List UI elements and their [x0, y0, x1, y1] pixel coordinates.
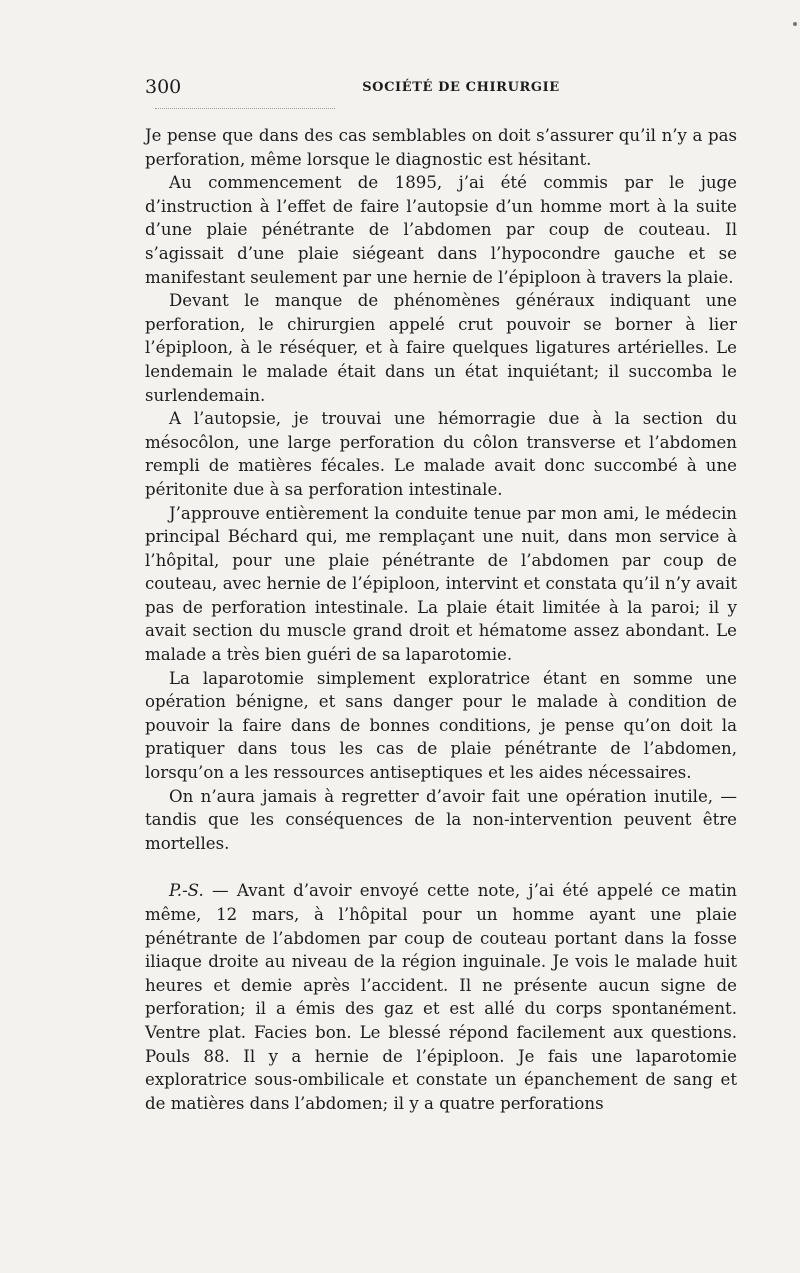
postscript-paragraph [145, 879, 737, 1115]
paragraph: J’approuve entièrement la conduite tenue par mon ami, le médecin principal Béchard qui, me remplaçant une nuit, dans mon service à l’hôpital, pour une plaie pénétrante de l’abdomen par coup de couteau, avec hernie de l’épiploon, intervint et constata qu’il n’y avait pas de perforation intestinale. La plaie était limitée à la paroi; il y avait section du muscle grand droit et hématome assez abondant. Le malade a très bien guéri de sa laparotomie. [145, 503, 737, 665]
paragraph: Devant le manque de phénomènes généraux indiquant une perforation, le chirurgien appelé crut pouvoir se borner à lier l’épiploon, à le réséquer, et à faire quelques ligatures artérielles. Le lendemain le malade était dans un état inquiétant; il succomba le surlendemain. [145, 291, 737, 405]
scan-speck [793, 22, 797, 26]
page-header [145, 76, 737, 100]
section-gap [145, 855, 737, 879]
postscript-label: P.-S. [169, 881, 204, 901]
running-title: SOCIÉTÉ DE CHIRURGIE [362, 80, 560, 95]
postscript-text: — Avant d’avoir envoyé cette note, j’ai été appelé ce matin même, 12 mars, à l’hôpital pour un homme ayant une plaie pénétrante de l’abdomen par coup de couteau portant dans la fosse iliaque droite au niveau de la région inguinale. Je vois le malade huit heures et demie après l’accident. Il ne présente aucun signe de perforation; il a émis des gaz et est allé du corps spontanément. Ventre plat. Facies bon. Le blessé répond facilement aux questions. Pouls 88. Il y a hernie de l’épiploon. Je fais une laparotomie exploratrice sous-ombilicale et constate un épanchement de sang et de matières dans l’abdomen; il y a quatre perforations [145, 881, 737, 1113]
paragraph: Au commencement de 1895, j’ai été commis par le juge d’instruction à l’effet de faire l’autopsie d’un homme mort à la suite d’une plaie pénétrante de l’abdomen par coup de couteau. Il s’agissait d’une plaie siégeant dans l’hypocondre gauche et se manifestant seulement par une hernie de l’épiploon à travers la plaie. [145, 173, 737, 287]
page-number: 300 [145, 76, 182, 98]
main-text [145, 124, 737, 1115]
paragraph: La laparotomie simplement exploratrice étant en somme une opération bénigne, et sans danger pour le malade à condition de pouvoir la faire dans de bonnes conditions, je pense qu’on doit la pratiquer dans tous les cas de plaie pénétrante de l’abdomen, lorsqu’on a les ressources antiseptiques et les aides nécessaires. [145, 668, 737, 783]
paragraph: On n’aura jamais à regretter d’avoir fait une opération inutile, — tandis que les conséquences de la non-intervention peuvent être mortelles. [145, 786, 737, 853]
header-rule [155, 108, 335, 109]
paragraph: A l’autopsie, je trouvai une hémorragie due à la section du mésocôlon, une large perforation du côlon transverse et l’abdomen rempli de matières fécales. Le malade avait donc succombé à une péritonite due à sa perforation intestinale. [145, 409, 737, 499]
paragraph: Je pense que dans des cas semblables on doit s’assurer qu’il n’y a pas perforation, même lorsque le diagnostic est hésitant. [145, 126, 737, 169]
